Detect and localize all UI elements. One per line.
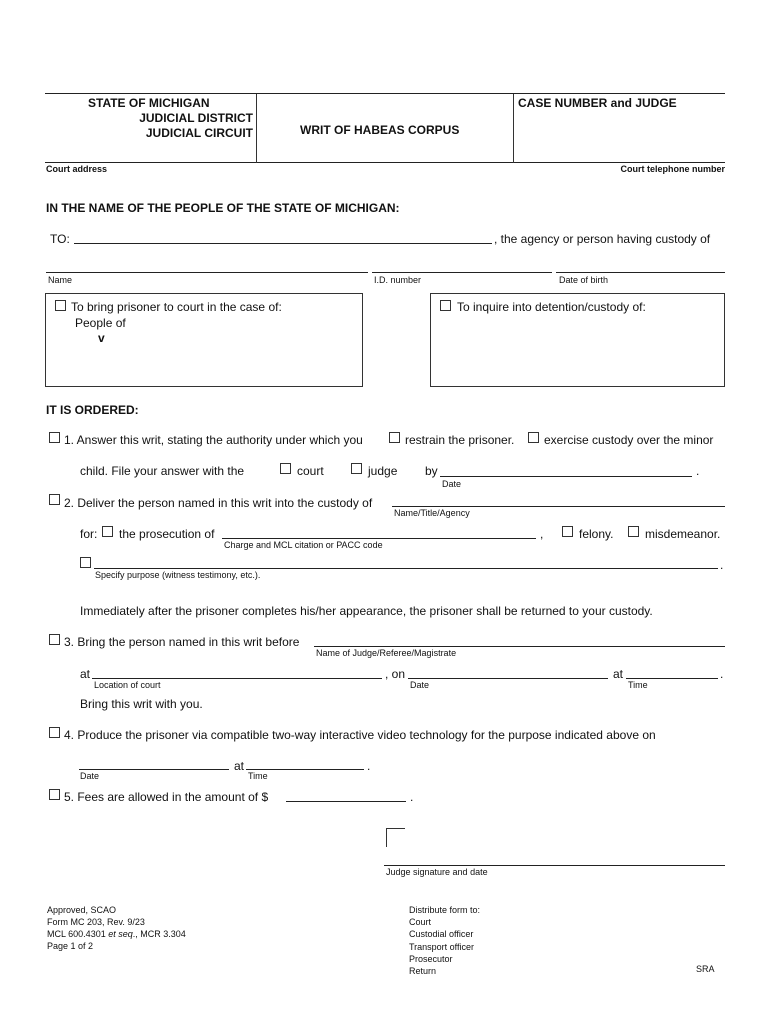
misdemeanor-label: misdemeanor.: [645, 527, 721, 541]
item1-text: 1. Answer this writ, stating the authority under which you: [64, 433, 363, 447]
by-label: by: [425, 464, 438, 478]
fees-field[interactable]: [286, 801, 406, 802]
inquire-checkbox[interactable]: [440, 300, 451, 311]
item4-at-label: at: [234, 759, 245, 773]
footer-mcl-b: ., MCR 3.304: [132, 929, 186, 939]
for-label: for:: [80, 527, 98, 541]
exercise-label: exercise custody over the minor: [544, 433, 714, 447]
distribute-custodial: Custodial officer: [409, 929, 474, 939]
restrain-checkbox[interactable]: [389, 432, 400, 443]
to-field[interactable]: [74, 243, 492, 244]
item5-checkbox[interactable]: [49, 789, 60, 800]
intro-heading: IN THE NAME OF THE PEOPLE OF THE STATE OF MICHIGAN:: [46, 201, 400, 215]
state-label: STATE OF MICHIGAN: [88, 96, 210, 110]
judge-signature-label: Judge signature and date: [386, 867, 488, 877]
item2-text: 2. Deliver the person named in this writ into the custody of: [64, 496, 373, 510]
footer-page: Page 1 of 2: [47, 941, 94, 951]
custody-name-label: Name/Title/Agency: [394, 508, 470, 518]
people-of-label: People of: [75, 316, 126, 330]
distribute-transport: Transport officer: [409, 942, 475, 952]
footer-mcl: [47, 929, 186, 939]
bring-prisoner-label: To bring prisoner to court in the case of:: [71, 300, 282, 314]
court-checkbox[interactable]: [280, 463, 291, 474]
item3-at2-label: at: [613, 667, 624, 681]
item4-checkbox[interactable]: [49, 727, 60, 738]
bring-writ-text: Bring this writ with you.: [80, 697, 203, 711]
prosecution-label: the prosecution of: [119, 527, 215, 541]
item1-date-label: Date: [442, 479, 462, 489]
prosecution-checkbox[interactable]: [102, 526, 113, 537]
item4-date-label: Date: [80, 771, 100, 781]
item4-text: 4. Produce the prisoner via compatible two-way interactive video technology for the purpose indicated above on: [64, 728, 656, 742]
form-code: SRA: [696, 964, 715, 974]
item3-time-label: Time: [628, 680, 648, 690]
item3-time-field[interactable]: [626, 678, 718, 679]
judge-signature-field[interactable]: [384, 865, 725, 866]
item1-child-text: child. File your answer with the: [80, 464, 245, 478]
charge-field[interactable]: [222, 538, 536, 539]
ordered-heading: IT IS ORDERED:: [46, 403, 139, 417]
location-label: Location of court: [94, 680, 161, 690]
item1-period: .: [696, 464, 700, 478]
item3-checkbox[interactable]: [49, 634, 60, 645]
item1-date-field[interactable]: [440, 476, 692, 477]
felony-checkbox[interactable]: [562, 526, 573, 537]
name-label: Name: [48, 275, 73, 285]
id-field[interactable]: [372, 272, 552, 273]
purpose-period: .: [720, 558, 724, 572]
header-bottom-rule: [45, 162, 725, 163]
district-label: JUDICIAL DISTRICT: [139, 111, 253, 125]
id-label: I.D. number: [374, 275, 422, 285]
circuit-label: JUDICIAL CIRCUIT: [145, 126, 253, 140]
item3-period: .: [720, 667, 724, 681]
charge-label: Charge and MCL citation or PACC code: [224, 540, 383, 550]
item5-period: .: [410, 790, 414, 804]
bring-prisoner-checkbox[interactable]: [55, 300, 66, 311]
felony-label: felony.: [579, 527, 614, 541]
item3-date-field[interactable]: [408, 678, 608, 679]
item3-text: 3. Bring the person named in this writ before: [64, 635, 300, 649]
seal-corner-mark: [386, 828, 405, 847]
to-label: TO:: [50, 232, 70, 246]
dob-label: Date of birth: [559, 275, 609, 285]
item3-at-label: at: [80, 667, 91, 681]
location-field[interactable]: [92, 678, 382, 679]
court-address-label: Court address: [46, 164, 108, 174]
item4-time-field[interactable]: [246, 769, 364, 770]
judge-label: judge: [368, 464, 398, 478]
inquire-label: To inquire into detention/custody of:: [457, 300, 646, 314]
item4-date-field[interactable]: [79, 769, 229, 770]
header-divider-1: [256, 94, 257, 163]
restrain-label: restrain the prisoner.: [405, 433, 515, 447]
purpose-checkbox[interactable]: [80, 557, 91, 568]
judge-name-field[interactable]: [314, 646, 725, 647]
distribute-court: Court: [409, 917, 432, 927]
purpose-field[interactable]: [94, 568, 718, 569]
custody-name-field[interactable]: [392, 506, 725, 507]
form-title: WRIT OF HABEAS CORPUS: [300, 123, 460, 137]
item4-time-label: Time: [248, 771, 268, 781]
footer-approved: Approved, SCAO: [47, 905, 117, 915]
judge-checkbox[interactable]: [351, 463, 362, 474]
case-number-label: CASE NUMBER and JUDGE: [518, 96, 677, 110]
header-divider-2: [513, 94, 514, 163]
item3-on-label: , on: [385, 667, 406, 681]
footer-mcl-em: et seq: [108, 929, 133, 939]
court-phone-label: Court telephone number: [620, 164, 725, 174]
charge-comma: ,: [540, 527, 544, 541]
return-text: Immediately after the prisoner completes his/her appearance, the prisoner shall be returned to your custody.: [80, 604, 653, 618]
footer-mcl-a: MCL 600.4301: [47, 929, 109, 939]
item5-text: 5. Fees are allowed in the amount of $: [64, 790, 269, 804]
item3-date-label: Date: [410, 680, 430, 690]
item1-checkbox[interactable]: [49, 432, 60, 443]
name-field[interactable]: [46, 272, 368, 273]
court-label: court: [297, 464, 324, 478]
item2-checkbox[interactable]: [49, 494, 60, 505]
dob-field[interactable]: [556, 272, 725, 273]
distribute-return: Return: [409, 966, 437, 976]
misdemeanor-checkbox[interactable]: [628, 526, 639, 537]
exercise-checkbox[interactable]: [528, 432, 539, 443]
distribute-heading: Distribute form to:: [409, 905, 481, 915]
versus-label: v: [98, 331, 105, 345]
distribute-prosecutor: Prosecutor: [409, 954, 453, 964]
purpose-label: Specify purpose (witness testimony, etc.).: [95, 570, 261, 580]
item4-period: .: [367, 759, 371, 773]
footer-form: Form MC 203, Rev. 9/23: [47, 917, 145, 927]
to-suffix: , the agency or person having custody of: [494, 232, 711, 246]
judge-name-label: Name of Judge/Referee/Magistrate: [316, 648, 457, 658]
header-top-rule: [45, 93, 725, 94]
